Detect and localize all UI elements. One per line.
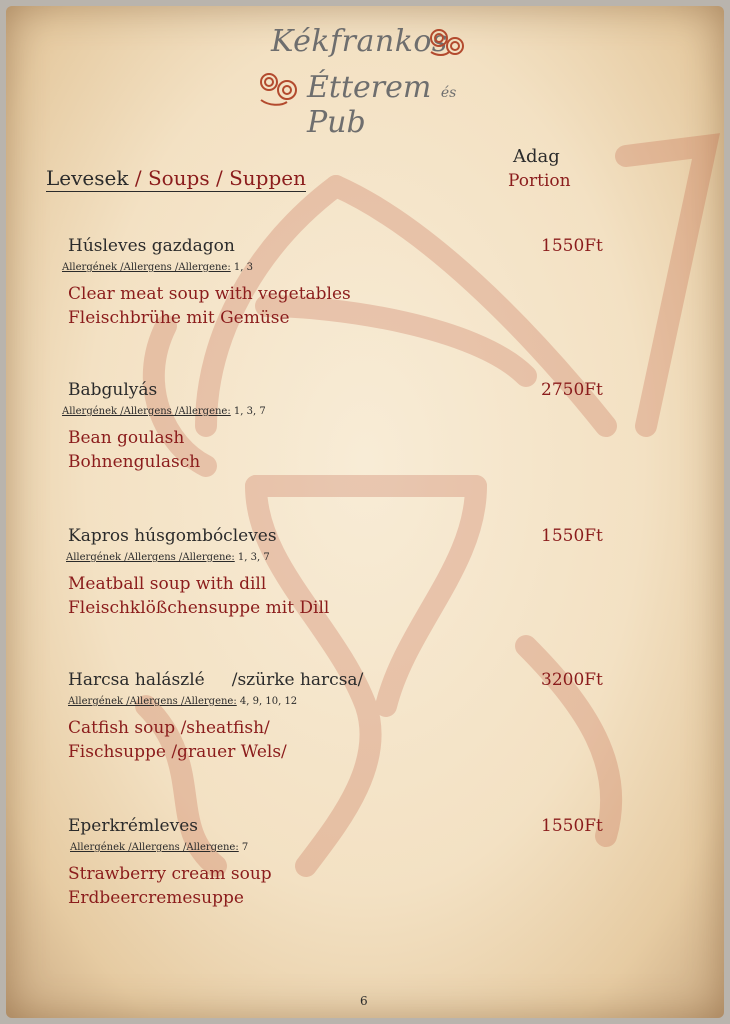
allergen-values: 1, 3, 7 xyxy=(233,406,266,417)
logo-kekfrankos: Kékfrankos xyxy=(271,24,448,59)
item-english: Bean goulash xyxy=(68,428,185,448)
restaurant-logo xyxy=(251,24,481,140)
item-english: Strawberry cream soup xyxy=(68,864,272,884)
logo-pub: Pub xyxy=(307,105,366,140)
item-english: Clear meat soup with vegetables xyxy=(68,284,351,304)
item-price: 2750Ft xyxy=(541,380,603,400)
section-title xyxy=(46,166,306,192)
allergen-line xyxy=(68,696,297,707)
allergen-label: Allergének /Allergens /Allergene: xyxy=(66,552,235,563)
allergen-label: Allergének /Allergens /Allergene: xyxy=(70,842,239,853)
item-german: Bohnengulasch xyxy=(68,452,201,472)
logo-etterem-pub xyxy=(307,70,481,140)
item-german: Fleischklößchensuppe mit Dill xyxy=(68,598,330,618)
section-title-de: Suppen xyxy=(229,166,306,190)
rose-ornament-icon xyxy=(257,68,301,108)
item-english: Catfish soup /sheatfish/ xyxy=(68,718,270,738)
allergen-line xyxy=(66,552,270,563)
allergen-line xyxy=(62,406,266,417)
section-title-hu: Levesek xyxy=(46,166,129,190)
item-german: Erdbeercremesuppe xyxy=(68,888,244,908)
item-name: Eperkrémleves xyxy=(68,816,198,836)
allergen-label: Allergének /Allergens /Allergene: xyxy=(62,262,231,273)
allergen-label: Allergének /Allergens /Allergene: xyxy=(68,696,237,707)
item-english: Meatball soup with dill xyxy=(68,574,267,594)
allergen-line xyxy=(70,842,248,853)
allergen-values: 4, 9, 10, 12 xyxy=(239,696,298,707)
allergen-values: 7 xyxy=(241,842,249,853)
item-german: Fischsuppe /grauer Wels/ xyxy=(68,742,287,762)
column-header-adag: Adag xyxy=(513,146,560,167)
section-title-sep: / xyxy=(209,166,230,190)
item-price: 1550Ft xyxy=(541,526,603,546)
item-name: Babgulyás xyxy=(68,380,158,400)
item-german: Fleischbrühe mit Gemüse xyxy=(68,308,290,328)
section-title-en: Soups xyxy=(147,166,210,190)
rose-ornament-icon xyxy=(427,26,467,60)
column-header-portion: Portion xyxy=(508,171,571,191)
logo-etterem: Étterem xyxy=(307,70,432,105)
allergen-values: 1, 3 xyxy=(233,262,254,273)
menu-page xyxy=(6,6,724,1018)
item-price: 1550Ft xyxy=(541,816,603,836)
item-name: Húsleves gazdagon xyxy=(68,236,235,256)
logo-es: és xyxy=(440,85,457,101)
item-price: 3200Ft xyxy=(541,670,603,690)
item-name: Kapros húsgombócleves xyxy=(68,526,277,546)
item-name: Harcsa halászlé /szürke harcsa/ xyxy=(68,670,364,690)
section-title-sep: / xyxy=(128,166,148,190)
allergen-values: 1, 3, 7 xyxy=(237,552,270,563)
allergen-label: Allergének /Allergens /Allergene: xyxy=(62,406,231,417)
allergen-line xyxy=(62,262,253,273)
page-number: 6 xyxy=(360,994,368,1008)
item-price: 1550Ft xyxy=(541,236,603,256)
